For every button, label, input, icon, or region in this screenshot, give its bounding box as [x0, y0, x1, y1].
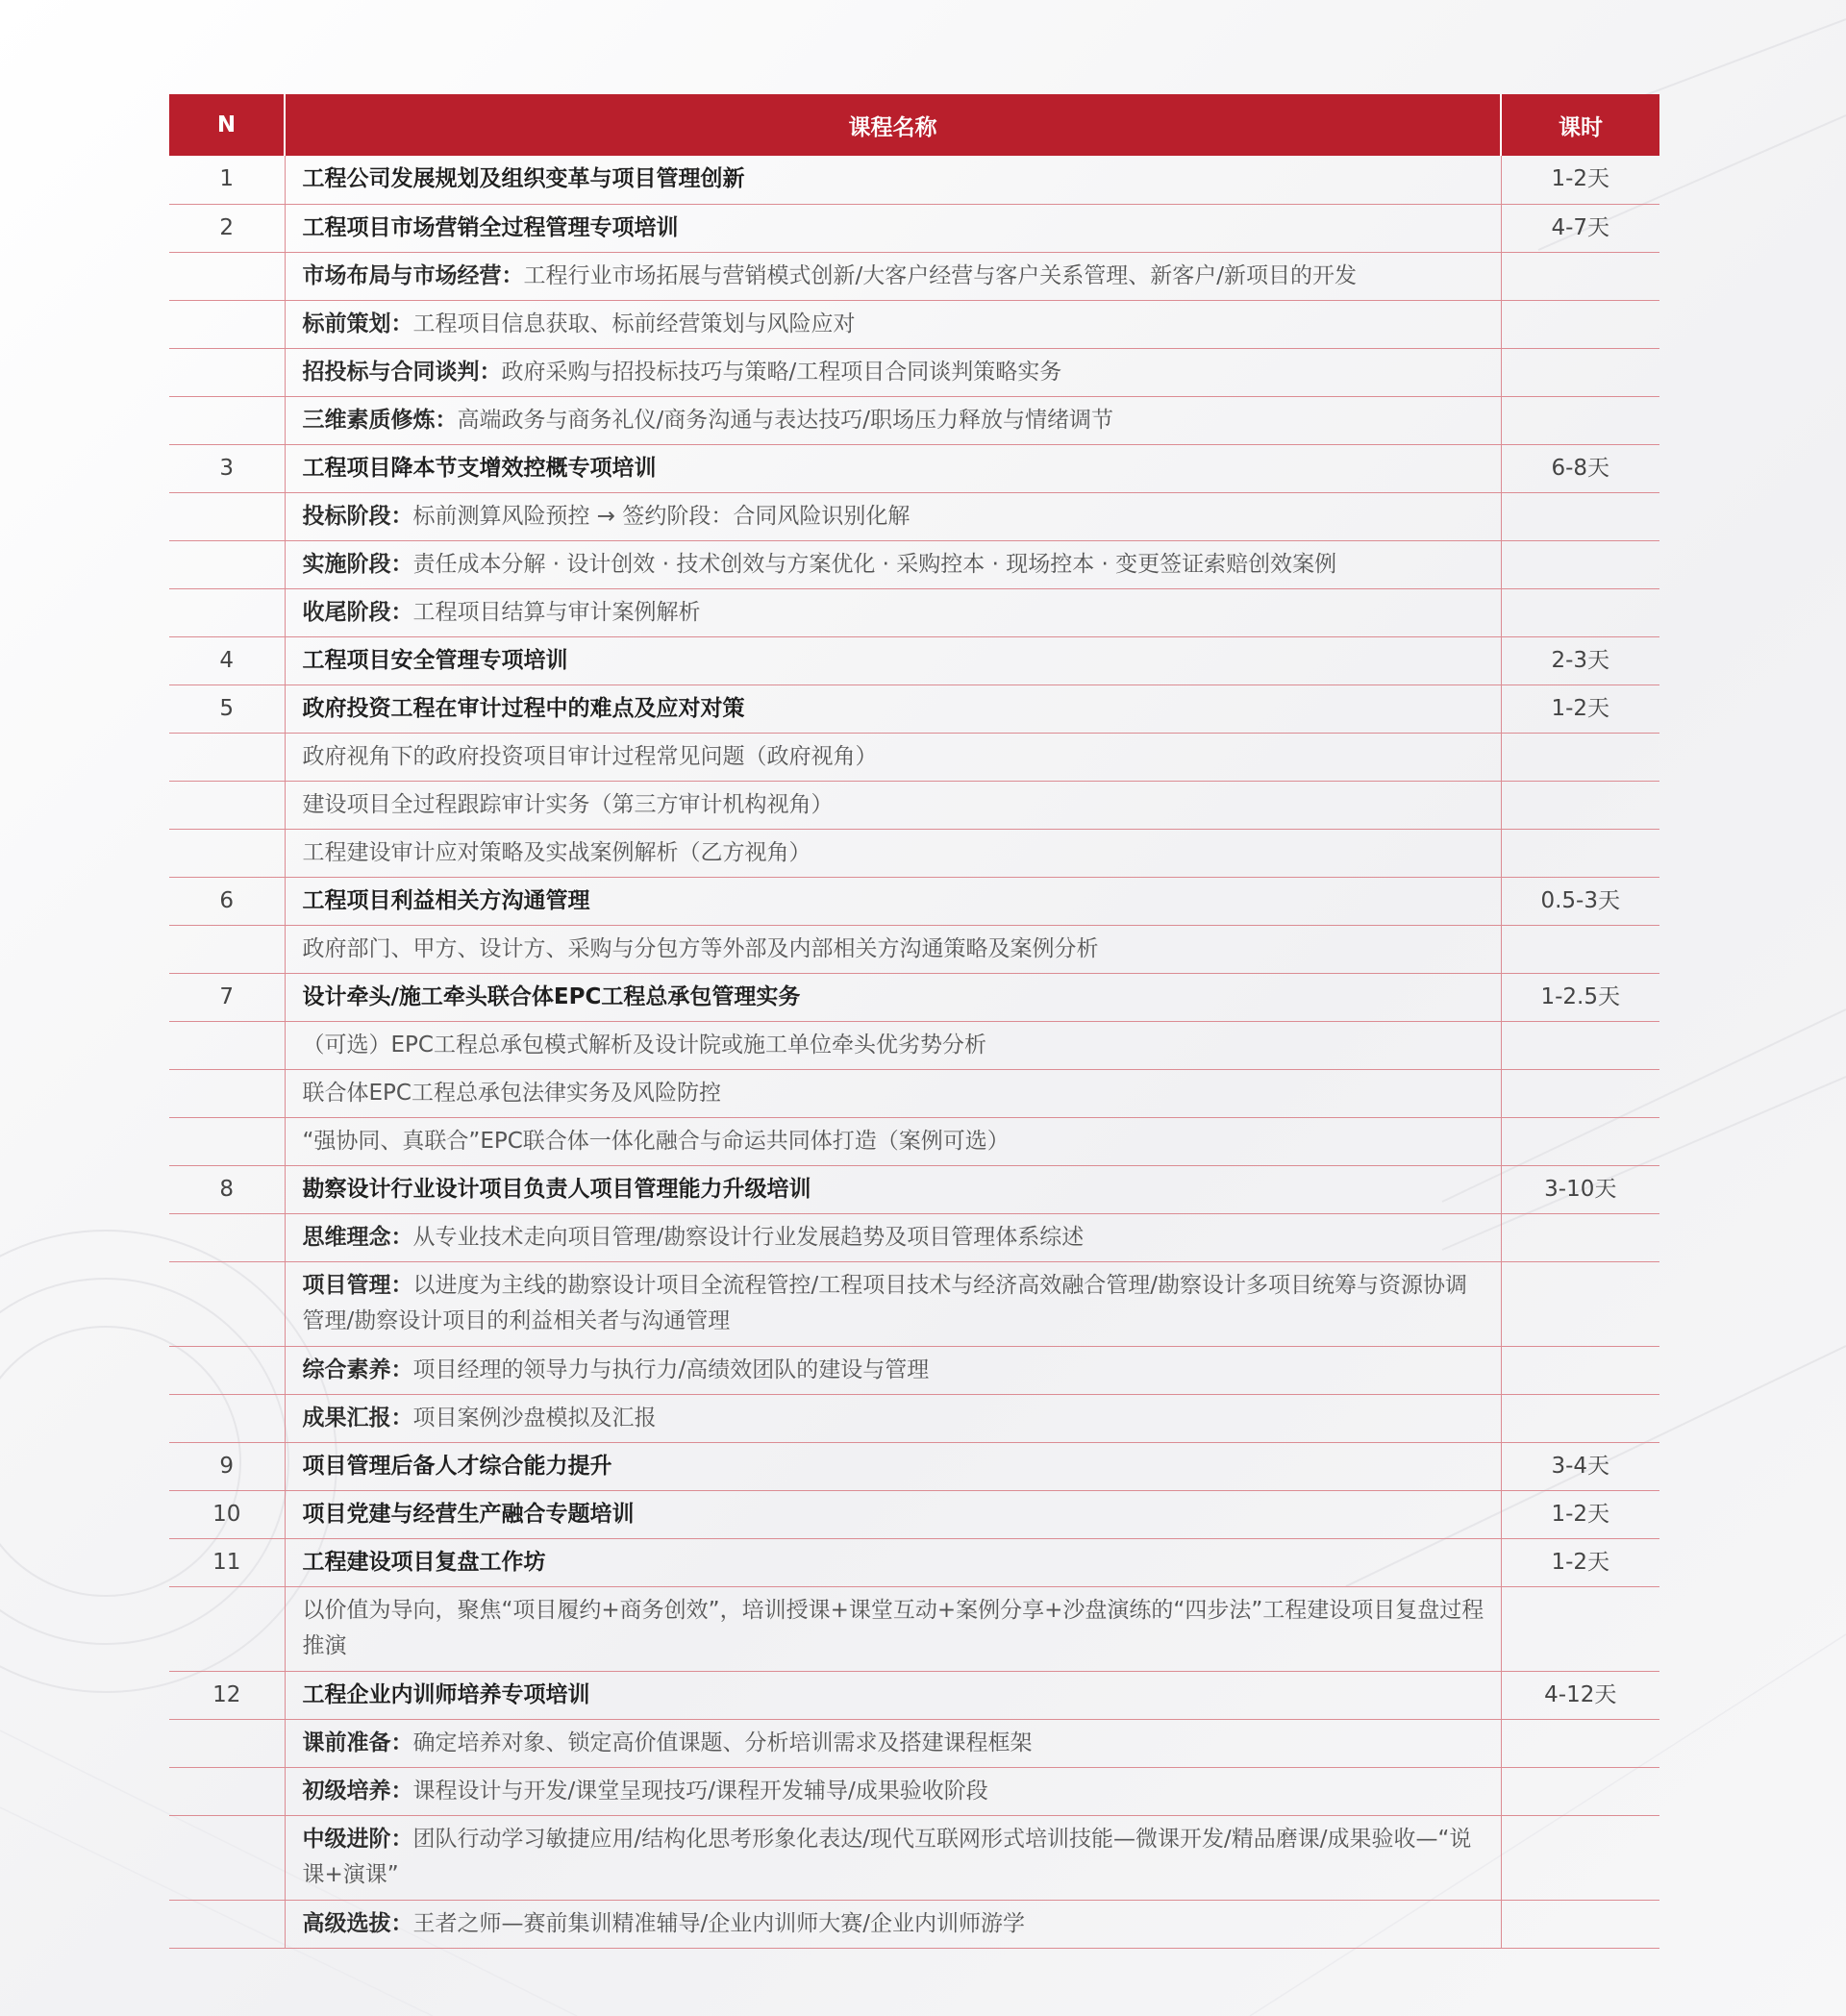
sub-item-row	[169, 1117, 1659, 1165]
course-number	[169, 1021, 285, 1069]
module-label: 成果汇报：	[302, 1405, 413, 1431]
module-content: 联合体EPC工程总承包法律实务及风险防控	[302, 1080, 721, 1106]
course-duration	[1501, 733, 1659, 781]
course-duration: 1-2天	[1501, 1490, 1659, 1538]
course-name-cell	[285, 684, 1501, 733]
course-name-cell	[285, 300, 1501, 348]
sub-item-row	[169, 1394, 1659, 1442]
sub-item-row	[169, 300, 1659, 348]
course-number: 11	[169, 1538, 285, 1586]
course-name-cell	[285, 396, 1501, 444]
course-duration: 3-10天	[1501, 1165, 1659, 1213]
course-number	[169, 492, 285, 540]
sub-item-row	[169, 1346, 1659, 1394]
module-content: 课程设计与开发/课堂呈现技巧/课程开发辅导/成果验收阶段	[412, 1778, 988, 1804]
course-name-cell	[285, 1815, 1501, 1900]
module-content: 标前测算风险预控 → 签约阶段：合同风险识别化解	[412, 503, 911, 529]
course-number: 9	[169, 1442, 285, 1490]
course-duration	[1501, 1394, 1659, 1442]
course-duration	[1501, 1213, 1659, 1261]
course-duration	[1501, 1900, 1659, 1948]
course-number	[169, 733, 285, 781]
module-content: 政府采购与招投标技巧与策略/工程项目合同谈判策略实务	[501, 359, 1062, 385]
course-title: 工程项目安全管理专项培训	[302, 647, 568, 673]
course-number: 3	[169, 444, 285, 492]
module-content: 王者之师—赛前集训精准辅导/企业内训师大赛/企业内训师游学	[412, 1910, 1025, 1936]
module-content: “强协同、真联合”EPC联合体一体化融合与命运共同体打造（案例可选）	[302, 1128, 1010, 1154]
module-label: 市场布局与市场经营：	[302, 262, 524, 288]
course-number	[169, 1346, 285, 1394]
sub-item-row	[169, 1815, 1659, 1900]
module-content: 工程建设审计应对策略及实战案例解析（乙方视角）	[302, 839, 811, 865]
course-duration: 1-2.5天	[1501, 973, 1659, 1021]
course-name-cell	[285, 973, 1501, 1021]
course-duration: 4-7天	[1501, 204, 1659, 252]
course-name-cell	[285, 1165, 1501, 1213]
sub-item-row	[169, 733, 1659, 781]
course-duration	[1501, 781, 1659, 829]
course-name-cell	[285, 492, 1501, 540]
course-duration	[1501, 396, 1659, 444]
course-duration	[1501, 588, 1659, 636]
course-row	[169, 636, 1659, 684]
module-content: 确定培养对象、锁定高价值课题、分析培训需求及搭建课程框架	[412, 1730, 1033, 1755]
module-content: 建设项目全过程跟踪审计实务（第三方审计机构视角）	[302, 791, 834, 817]
sub-item-row	[169, 492, 1659, 540]
course-name-cell	[285, 1394, 1501, 1442]
module-label: 高级选拔：	[302, 1910, 413, 1936]
module-content: 从专业技术走向项目管理/勘察设计行业发展趋势及项目管理体系综述	[412, 1224, 1085, 1250]
course-row	[169, 1490, 1659, 1538]
sub-item-row	[169, 396, 1659, 444]
course-number	[169, 348, 285, 396]
course-name-cell	[285, 1586, 1501, 1671]
module-content: 工程行业市场拓展与营销模式创新/大客户经营与客户关系管理、新客户/新项目的开发	[523, 262, 1357, 288]
course-row	[169, 1165, 1659, 1213]
course-number	[169, 1213, 285, 1261]
course-duration	[1501, 1346, 1659, 1394]
sub-item-row	[169, 1900, 1659, 1948]
course-name-cell	[285, 204, 1501, 252]
course-row	[169, 1442, 1659, 1490]
course-duration	[1501, 1261, 1659, 1346]
header-course-name: 课程名称	[285, 94, 1501, 156]
sub-item-row	[169, 1021, 1659, 1069]
course-row	[169, 444, 1659, 492]
course-number	[169, 1117, 285, 1165]
course-number	[169, 396, 285, 444]
module-label: 三维素质修炼：	[302, 407, 458, 433]
course-number	[169, 1815, 285, 1900]
course-duration	[1501, 1021, 1659, 1069]
course-duration	[1501, 829, 1659, 877]
sub-item-row	[169, 1719, 1659, 1767]
sub-item-row	[169, 252, 1659, 300]
course-duration	[1501, 1719, 1659, 1767]
course-title: 勘察设计行业设计项目负责人项目管理能力升级培训	[302, 1176, 811, 1202]
course-duration	[1501, 300, 1659, 348]
module-label: 项目管理：	[302, 1273, 413, 1298]
course-duration: 1-2天	[1501, 156, 1659, 204]
course-number: 6	[169, 877, 285, 925]
course-title: 工程企业内训师培养专项培训	[302, 1681, 590, 1707]
course-number	[169, 1394, 285, 1442]
course-title: 工程项目利益相关方沟通管理	[302, 887, 590, 913]
table-body	[169, 156, 1659, 1948]
course-name-cell	[285, 636, 1501, 684]
course-number	[169, 1261, 285, 1346]
course-name-cell	[285, 348, 1501, 396]
course-duration	[1501, 492, 1659, 540]
course-duration: 0.5-3天	[1501, 877, 1659, 925]
course-duration: 2-3天	[1501, 636, 1659, 684]
module-label: 投标阶段：	[302, 503, 413, 529]
course-duration	[1501, 1767, 1659, 1815]
course-title: 工程项目市场营销全过程管理专项培训	[302, 214, 679, 240]
course-number	[169, 1900, 285, 1948]
course-title: 项目党建与经营生产融合专题培训	[302, 1501, 635, 1527]
course-number: 2	[169, 204, 285, 252]
course-number	[169, 540, 285, 588]
sub-item-row	[169, 1213, 1659, 1261]
sub-item-row	[169, 1767, 1659, 1815]
module-content: 团队行动学习敏捷应用/结构化思考形象化表达/现代互联网形式培训技能—微课开发/精品磨课/成果验收—“说课+演课”	[302, 1827, 1472, 1887]
module-label: 课前准备：	[302, 1730, 413, 1755]
sub-item-row	[169, 1586, 1659, 1671]
course-name-cell	[285, 444, 1501, 492]
course-row	[169, 156, 1659, 204]
course-name-cell	[285, 1671, 1501, 1719]
module-label: 招投标与合同谈判：	[302, 359, 502, 385]
course-name-cell	[285, 540, 1501, 588]
course-number	[169, 252, 285, 300]
course-title: 工程项目降本节支增效控概专项培训	[302, 455, 657, 481]
course-name-cell	[285, 733, 1501, 781]
module-label: 初级培养：	[302, 1778, 413, 1804]
course-duration	[1501, 1069, 1659, 1117]
course-duration: 6-8天	[1501, 444, 1659, 492]
course-table	[169, 94, 1659, 1949]
course-number	[169, 1069, 285, 1117]
course-title: 工程建设项目复盘工作坊	[302, 1549, 546, 1575]
module-content: （可选）EPC工程总承包模式解析及设计院或施工单位牵头优劣势分析	[302, 1032, 986, 1058]
course-number: 10	[169, 1490, 285, 1538]
course-name-cell	[285, 1021, 1501, 1069]
header-n: N	[169, 94, 285, 156]
module-content: 政府视角下的政府投资项目审计过程常见问题（政府视角）	[302, 743, 878, 769]
course-number	[169, 588, 285, 636]
header-duration: 课时	[1501, 94, 1659, 156]
course-number: 5	[169, 684, 285, 733]
course-number: 1	[169, 156, 285, 204]
course-name-cell	[285, 156, 1501, 204]
course-number	[169, 300, 285, 348]
course-duration	[1501, 1815, 1659, 1900]
course-number	[169, 1586, 285, 1671]
course-duration	[1501, 1117, 1659, 1165]
module-label: 收尾阶段：	[302, 599, 413, 625]
course-number	[169, 1767, 285, 1815]
course-row	[169, 877, 1659, 925]
course-duration: 1-2天	[1501, 684, 1659, 733]
sub-item-row	[169, 1069, 1659, 1117]
course-row	[169, 1671, 1659, 1719]
course-name-cell	[285, 781, 1501, 829]
course-duration	[1501, 925, 1659, 973]
course-duration	[1501, 540, 1659, 588]
course-number	[169, 925, 285, 973]
course-duration	[1501, 252, 1659, 300]
module-label: 标前策划：	[302, 311, 413, 336]
module-label: 实施阶段：	[302, 551, 413, 577]
sub-item-row	[169, 540, 1659, 588]
course-number	[169, 1719, 285, 1767]
course-number: 4	[169, 636, 285, 684]
course-number: 7	[169, 973, 285, 1021]
sub-item-row	[169, 1261, 1659, 1346]
course-name-cell	[285, 1346, 1501, 1394]
module-content: 以价值为导向，聚焦“项目履约+商务创效”，培训授课+课堂互动+案例分享+沙盘演练的“四步法”工程建设项目复盘过程推演	[302, 1598, 1484, 1658]
course-name-cell	[285, 877, 1501, 925]
course-title: 政府投资工程在审计过程中的难点及应对对策	[302, 695, 745, 721]
course-number: 8	[169, 1165, 285, 1213]
course-name-cell	[285, 252, 1501, 300]
course-row	[169, 973, 1659, 1021]
table-header-row	[169, 94, 1659, 156]
course-name-cell	[285, 1117, 1501, 1165]
course-name-cell	[285, 1719, 1501, 1767]
course-number	[169, 829, 285, 877]
course-name-cell	[285, 925, 1501, 973]
module-content: 项目经理的领导力与执行力/高绩效团队的建设与管理	[412, 1356, 930, 1382]
module-content: 高端政务与商务礼仪/商务沟通与表达技巧/职场压力释放与情绪调节	[457, 407, 1113, 433]
course-number: 12	[169, 1671, 285, 1719]
sub-item-row	[169, 925, 1659, 973]
course-title: 工程公司发展规划及组织变革与项目管理创新	[302, 166, 745, 192]
course-name-cell	[285, 1767, 1501, 1815]
course-name-cell	[285, 1442, 1501, 1490]
course-name-cell	[285, 588, 1501, 636]
module-content: 以进度为主线的勘察设计项目全流程管控/工程项目技术与经济高效融合管理/勘察设计多项目统筹与资源协调管理/勘察设计项目的利益相关者与沟通管理	[302, 1273, 1467, 1333]
module-content: 项目案例沙盘模拟及汇报	[412, 1405, 657, 1431]
module-content: 工程项目结算与审计案例解析	[412, 599, 701, 625]
module-label: 中级进阶：	[302, 1827, 413, 1852]
course-duration: 4-12天	[1501, 1671, 1659, 1719]
course-duration: 3-4天	[1501, 1442, 1659, 1490]
course-name-cell	[285, 1213, 1501, 1261]
course-duration	[1501, 348, 1659, 396]
sub-item-row	[169, 829, 1659, 877]
course-name-cell	[285, 829, 1501, 877]
course-name-cell	[285, 1261, 1501, 1346]
course-title: 项目管理后备人才综合能力提升	[302, 1453, 612, 1479]
course-name-cell	[285, 1538, 1501, 1586]
module-label: 思维理念：	[302, 1224, 413, 1250]
course-number	[169, 781, 285, 829]
course-name-cell	[285, 1900, 1501, 1948]
sub-item-row	[169, 781, 1659, 829]
course-title: 设计牵头/施工牵头联合体EPC工程总承包管理实务	[302, 983, 801, 1009]
module-label: 综合素养：	[302, 1356, 413, 1382]
course-name-cell	[285, 1490, 1501, 1538]
course-duration	[1501, 1586, 1659, 1671]
course-duration: 1-2天	[1501, 1538, 1659, 1586]
course-row	[169, 204, 1659, 252]
module-content: 政府部门、甲方、设计方、采购与分包方等外部及内部相关方沟通策略及案例分析	[302, 935, 1099, 961]
course-row	[169, 1538, 1659, 1586]
module-content: 工程项目信息获取、标前经营策划与风险应对	[412, 311, 856, 336]
sub-item-row	[169, 588, 1659, 636]
module-content: 责任成本分解 · 设计创效 · 技术创效与方案优化 · 采购控本 · 现场控本 · 变更签证索赔创效案例	[412, 551, 1337, 577]
course-row	[169, 684, 1659, 733]
sub-item-row	[169, 348, 1659, 396]
course-name-cell	[285, 1069, 1501, 1117]
